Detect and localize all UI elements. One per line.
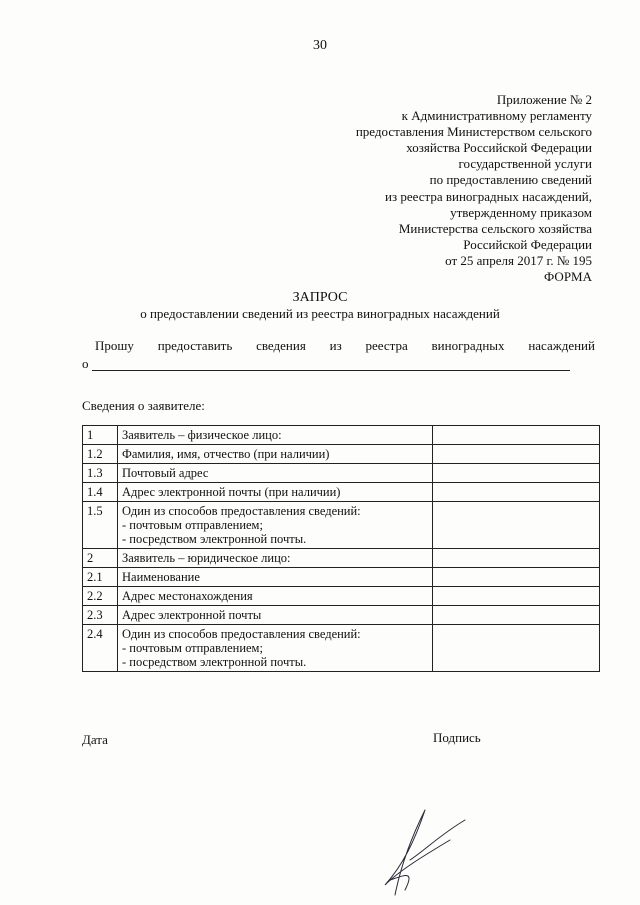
- table-row: [83, 464, 600, 483]
- row-label: Адрес электронной почты (при наличии): [122, 485, 341, 499]
- table-row: [83, 625, 600, 672]
- signature-label: Подпись: [433, 730, 481, 745]
- row-label-cell: [118, 426, 433, 445]
- row-label-cell: [118, 625, 433, 672]
- row-value-field[interactable]: [433, 568, 600, 587]
- request-word: насаждений: [528, 338, 595, 353]
- table-row: [83, 483, 600, 502]
- row-number: 1.2: [83, 445, 118, 464]
- row-number: 2: [83, 549, 118, 568]
- request-title: ЗАПРОС: [292, 290, 348, 305]
- request-word: сведения: [256, 338, 306, 353]
- row-label: Заявитель – юридическое лицо:: [122, 551, 291, 565]
- page-number: 30: [313, 38, 327, 53]
- row-label: Фамилия, имя, отчество (при наличии): [122, 447, 330, 461]
- applicant-heading: Сведения о заявителе:: [82, 398, 205, 413]
- row-number: 2.4: [83, 625, 118, 672]
- appendix-header: [356, 92, 592, 285]
- row-label-cell: [118, 445, 433, 464]
- appendix-line: государственной услуги: [458, 156, 592, 172]
- row-number: 1: [83, 426, 118, 445]
- table-row: [83, 445, 600, 464]
- row-value-field[interactable]: [433, 587, 600, 606]
- appendix-line: по предоставлению сведений: [429, 172, 592, 188]
- row-value-field[interactable]: [433, 625, 600, 672]
- delivery-option: - посредством электронной почты.: [122, 532, 307, 546]
- row-label: Адрес электронной почты: [122, 608, 262, 622]
- row-label-cell: [118, 464, 433, 483]
- row-value-field[interactable]: [433, 445, 600, 464]
- row-number: 1.4: [83, 483, 118, 502]
- table-row: [83, 606, 600, 625]
- appendix-line: к Административному регламенту: [401, 108, 592, 124]
- appendix-line: утвержденному приказом: [450, 204, 592, 220]
- row-number: 1.3: [83, 464, 118, 483]
- appendix-line: из реестра виноградных насаждений,: [385, 188, 592, 204]
- row-label-cell: [118, 568, 433, 587]
- table-row: [83, 587, 600, 606]
- request-subtitle: о предоставлении сведений из реестра виноградных насаждений: [140, 306, 500, 321]
- table-row: [83, 426, 600, 445]
- request-about-label: о: [82, 356, 89, 371]
- request-word: реестра: [365, 338, 408, 353]
- row-number: 1.5: [83, 502, 118, 549]
- request-sentence: [95, 338, 595, 354]
- form-label: ФОРМА: [544, 269, 592, 285]
- request-fill-line[interactable]: [92, 370, 570, 371]
- request-word: предоставить: [157, 338, 233, 353]
- appendix-line: хозяйства Российской Федерации: [406, 140, 592, 156]
- row-number: 2.2: [83, 587, 118, 606]
- row-value-field[interactable]: [433, 464, 600, 483]
- request-word: Прошу: [95, 338, 134, 353]
- row-value-field[interactable]: [433, 426, 600, 445]
- row-label-cell: [118, 587, 433, 606]
- appendix-line: от 25 апреля 2017 г. № 195: [445, 252, 592, 268]
- appendix-line: Министерства сельского хозяйства: [398, 220, 592, 236]
- delivery-option: - посредством электронной почты.: [122, 655, 307, 669]
- request-word: из: [329, 338, 342, 353]
- row-value-field[interactable]: [433, 606, 600, 625]
- row-number: 2.3: [83, 606, 118, 625]
- row-label-cell: [118, 483, 433, 502]
- delivery-option: - почтовым отправлением;: [122, 641, 263, 655]
- appendix-line: Приложение № 2: [496, 92, 592, 107]
- row-value-field[interactable]: [433, 483, 600, 502]
- request-word: виноградных: [431, 338, 505, 353]
- row-label: Адрес местонахождения: [122, 589, 253, 603]
- row-number: 2.1: [83, 568, 118, 587]
- row-value-field[interactable]: [433, 502, 600, 549]
- table-row: [83, 568, 600, 587]
- handwritten-signature: [355, 800, 485, 900]
- delivery-option: - почтовым отправлением;: [122, 518, 263, 532]
- row-label: Почтовый адрес: [122, 466, 209, 480]
- row-label: Наименование: [122, 570, 200, 584]
- applicant-table: [82, 425, 600, 672]
- row-label-cell: [118, 549, 433, 568]
- row-label: Один из способов предоставления сведений:: [122, 504, 361, 518]
- table-row: [83, 502, 600, 549]
- date-label: Дата: [82, 732, 108, 747]
- table-row: [83, 549, 600, 568]
- row-label: Заявитель – физическое лицо:: [122, 428, 282, 442]
- appendix-line: Российской Федерации: [463, 236, 592, 252]
- row-label: Один из способов предоставления сведений:: [122, 627, 361, 641]
- row-value-field[interactable]: [433, 549, 600, 568]
- row-label-cell: [118, 502, 433, 549]
- row-label-cell: [118, 606, 433, 625]
- appendix-line: предоставления Министерством сельского: [355, 124, 592, 140]
